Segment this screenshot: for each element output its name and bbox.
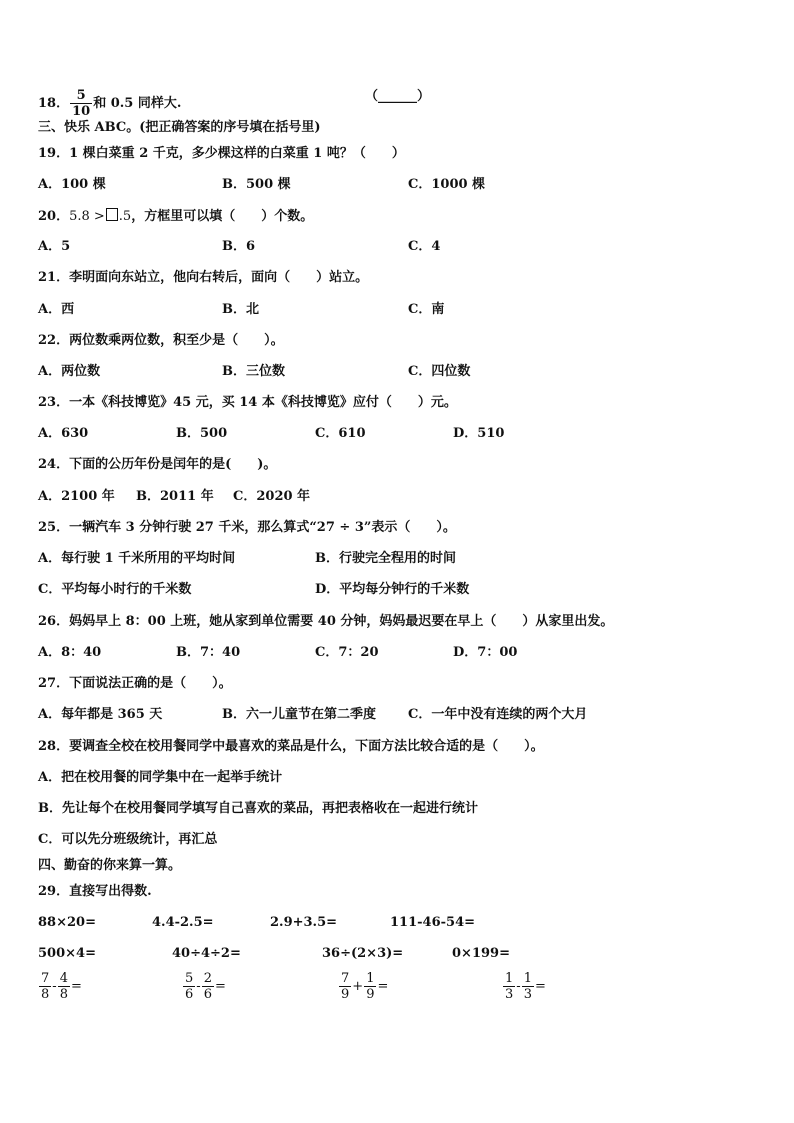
- calc-item: 0×199=: [452, 946, 510, 961]
- option-a: A．5: [38, 239, 71, 254]
- option-a: A．每年都是 365 天: [38, 707, 163, 722]
- fraction: $\frac{4}{8}$: [59, 971, 68, 1002]
- calc-item: 2.9+3.5=: [270, 915, 338, 930]
- answer-blank: （______）: [365, 89, 431, 104]
- option-b: B．行驶完全程用的时间: [315, 551, 456, 566]
- fraction-calc-item: $\frac{7}{8}$ - $\frac{4}{8}$ =: [41, 971, 82, 1002]
- question-23: 23．一本《科技博览》45 元，买 14 本《科技博览》应付（ ）元。: [38, 395, 457, 410]
- fraction: $\frac{7}{8}$: [41, 971, 50, 1002]
- fraction: $\frac{7}{9}$: [341, 971, 350, 1002]
- option-c: C．一年中没有连续的两个大月: [408, 707, 588, 722]
- section-3-heading: 三、快乐 ABC。(把正确答案的序号填在括号里): [38, 120, 321, 135]
- fraction: $\frac{1}{3}$: [523, 971, 532, 1002]
- option-b: B．北: [222, 302, 259, 317]
- question-number: 18．: [38, 96, 70, 111]
- fraction-calc-item: $\frac{5}{6}$ - $\frac{2}{6}$ =: [185, 971, 226, 1002]
- calc-item: 111-46-54=: [390, 915, 476, 930]
- calc-item: 88×20=: [38, 915, 96, 930]
- option-a: A．两位数: [38, 364, 101, 379]
- option-a: A．每行驶 1 千米所用的平均时间: [38, 551, 236, 566]
- option-c: C．平均每小时行的千米数: [38, 582, 192, 597]
- option-c: C．4: [408, 239, 441, 254]
- option-a: A．100 棵: [38, 177, 106, 192]
- option-a: A．西: [38, 302, 75, 317]
- question-26: 26．妈妈早上 8：00 上班，她从家到单位需要 40 分钟，妈妈最迟要在早上（ ）从家里出发。: [38, 614, 614, 629]
- question-24: 24．下面的公历年份是闰年的是( )。: [38, 457, 277, 472]
- fraction: $\frac{1}{3}$: [505, 971, 514, 1002]
- question-19: 19．1 棵白菜重 2 千克，多少棵这样的白菜重 1 吨？（ ）: [38, 146, 405, 161]
- option-c: C．7：20: [315, 645, 379, 660]
- question-20: [38, 208, 313, 225]
- fraction: $\frac{5}{6}$: [185, 971, 194, 1002]
- fraction-calc-item: $\frac{7}{9}$ + $\frac{1}{9}$ =: [341, 971, 389, 1002]
- calc-item: 4.4-2.5=: [152, 915, 214, 930]
- fraction: $\frac{1}{9}$: [366, 971, 375, 1002]
- option-b: B．7：40: [176, 645, 241, 660]
- calc-item: 500×4=: [38, 946, 96, 961]
- expression-right: .5: [118, 209, 132, 224]
- option-a: A．8：40: [38, 645, 102, 660]
- section-4-heading: 四、勤奋的你来算一算。: [38, 858, 182, 873]
- option-b: B．六一儿童节在第二季度: [222, 707, 376, 722]
- question-25: 25．一辆汽车 3 分钟行驶 27 千米，那么算式“27 ÷ 3”表示（ ）。: [38, 520, 456, 535]
- option-c: C．610: [315, 426, 366, 441]
- numerator: 5: [70, 88, 92, 104]
- calc-item: 36÷(2×3)=: [322, 946, 404, 961]
- question-text: 和 0.5 同样大.: [93, 96, 182, 111]
- option-c: C．可以先分班级统计，再汇总: [38, 832, 218, 847]
- calc-item: 40÷4÷2=: [172, 946, 241, 961]
- fraction-calc-item: $\frac{1}{3}$ - $\frac{1}{3}$ =: [505, 971, 546, 1002]
- option-d: D．510: [453, 426, 505, 441]
- question-21: 21．李明面向东站立，他向右转后，面向（ ）站立。: [38, 270, 369, 285]
- option-d: D．平均每分钟行的千米数: [315, 582, 470, 597]
- option-b: B．500: [176, 426, 228, 441]
- option-c: C．四位数: [408, 364, 471, 379]
- expression-left: 5.8 >: [69, 209, 105, 224]
- option-a: A．2100 年: [38, 489, 115, 504]
- option-c: C．2020 年: [233, 489, 311, 504]
- option-c: C．南: [408, 302, 445, 317]
- denominator: 10: [72, 104, 91, 119]
- option-b: B．500 棵: [222, 177, 291, 192]
- question-number: 20．: [38, 209, 70, 224]
- fraction: [70, 88, 92, 119]
- question-27: 27．下面说法正确的是（ ）。: [38, 676, 232, 691]
- question-18: [38, 88, 181, 119]
- option-b: B．先让每个在校用餐同学填写自己喜欢的菜品，再把表格收在一起进行统计: [38, 801, 478, 816]
- option-a: A．630: [38, 426, 89, 441]
- option-b: B．6: [222, 239, 256, 254]
- question-22: 22．两位数乘两位数，积至少是（ ）。: [38, 333, 284, 348]
- option-c: C．1000 棵: [408, 177, 486, 192]
- option-b: B．三位数: [222, 364, 285, 379]
- blank-square: [106, 208, 118, 221]
- fraction: $\frac{2}{6}$: [203, 971, 212, 1002]
- option-a: A．把在校用餐的同学集中在一起举手统计: [38, 770, 283, 785]
- option-d: D．7：00: [453, 645, 518, 660]
- question-text: ，方框里可以填（ ）个数。: [131, 209, 314, 224]
- option-b: B．2011 年: [136, 489, 214, 504]
- question-29: 29．直接写出得数.: [38, 884, 152, 899]
- question-28: 28．要调查全校在校用餐同学中最喜欢的菜品是什么，下面方法比较合适的是（ ）。: [38, 739, 544, 754]
